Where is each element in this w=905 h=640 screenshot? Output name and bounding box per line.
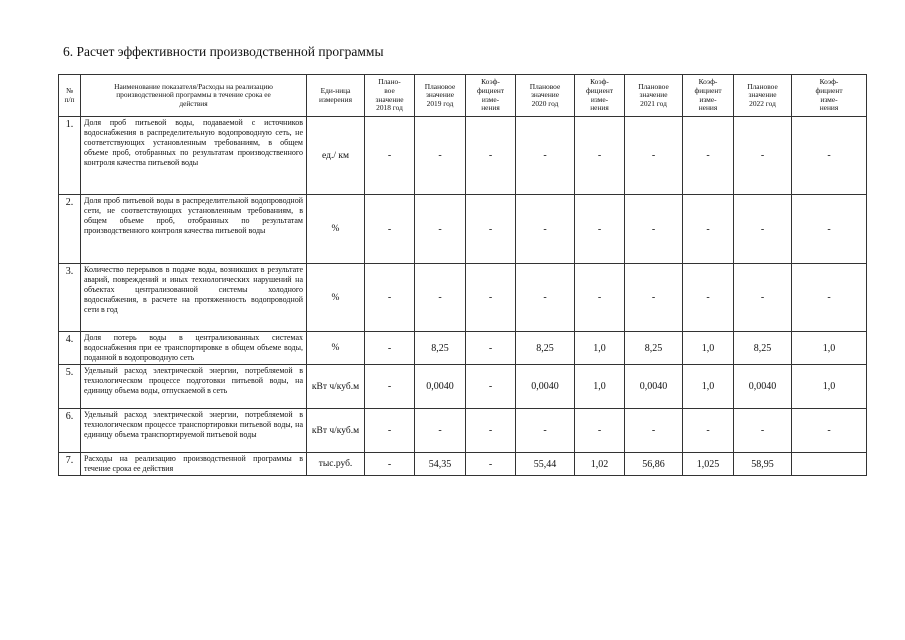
value-cell: - — [683, 195, 734, 264]
value-cell: - — [466, 409, 516, 453]
column-header — [683, 75, 734, 117]
header-row — [59, 75, 867, 117]
value-cell: - — [365, 332, 415, 365]
unit-of-measure: ед./ км — [307, 117, 365, 195]
header-line: фициент — [815, 85, 843, 95]
unit-of-measure: % — [307, 264, 365, 332]
column-header — [516, 75, 575, 117]
section-title: 6. Расчет эффективности производственной программы — [63, 44, 384, 59]
value-cell: - — [575, 409, 625, 453]
header-line: № — [65, 85, 74, 95]
value-cell — [792, 453, 867, 476]
value-cell: - — [516, 195, 575, 264]
column-header — [81, 75, 307, 117]
table-row — [59, 195, 867, 264]
column-header — [734, 75, 792, 117]
value-cell: 54,35 — [415, 453, 466, 476]
table-row — [59, 453, 867, 476]
value-cell: 1,0 — [683, 332, 734, 365]
value-cell: - — [365, 365, 415, 409]
header-line: фициент — [694, 85, 722, 95]
value-cell: 1,0 — [575, 332, 625, 365]
unit-of-measure: % — [307, 332, 365, 365]
value-cell: - — [792, 264, 867, 332]
efficiency-table — [58, 74, 867, 476]
table-row — [59, 264, 867, 332]
row-number: 3. — [59, 264, 81, 332]
header-line: 2021 год — [640, 98, 667, 108]
column-header — [59, 75, 81, 117]
value-cell: 56,86 — [625, 453, 683, 476]
header-line: измерения — [318, 94, 352, 104]
header-line: Коэф- — [819, 77, 839, 87]
value-cell: - — [466, 195, 516, 264]
header-line: 2019 год — [426, 98, 454, 108]
value-cell: 8,25 — [516, 332, 575, 365]
unit-of-measure: % — [307, 195, 365, 264]
table-row — [59, 365, 867, 409]
value-cell: 1,0 — [575, 365, 625, 409]
value-cell: - — [365, 264, 415, 332]
value-cell: 1,025 — [683, 453, 734, 476]
value-cell: 1,0 — [683, 365, 734, 409]
header-line: изме- — [699, 94, 717, 104]
header-line: Коэф- — [698, 77, 718, 87]
header-line: производственной программы в течение срока ее — [116, 90, 271, 100]
value-cell: - — [466, 332, 516, 365]
header-line: изме- — [590, 94, 609, 104]
value-cell: - — [365, 195, 415, 264]
value-cell: - — [575, 195, 625, 264]
header-line: Еди-ница — [320, 85, 351, 95]
value-cell: 55,44 — [516, 453, 575, 476]
header-line: значение — [530, 90, 560, 100]
value-cell: 8,25 — [625, 332, 683, 365]
value-cell: - — [625, 195, 683, 264]
header-line: нения — [590, 103, 609, 113]
indicator-name: Доля проб питьевой воды в распределительной водопроводной сети, не соответствующих установленным требованиям, в общем объеме проб, отобранных по результатам производственного контроля качества питьевой воды — [81, 195, 307, 264]
indicator-name: Расходы на реализацию производственной программы в течение срока ее действия — [81, 453, 307, 476]
row-number: 2. — [59, 195, 81, 264]
value-cell: - — [625, 409, 683, 453]
row-number: 1. — [59, 117, 81, 195]
unit-of-measure: тыс.руб. — [307, 453, 365, 476]
value-cell: - — [734, 195, 792, 264]
value-cell: 0,0040 — [625, 365, 683, 409]
value-cell: - — [792, 195, 867, 264]
value-cell: - — [734, 264, 792, 332]
header-line: Наименование показателя/Расходы на реализацию — [114, 81, 273, 91]
header-line: 2022 год — [749, 98, 776, 108]
header-line: вое — [384, 85, 395, 95]
column-header — [625, 75, 683, 117]
header-line: значение — [639, 90, 668, 100]
header-line: нения — [481, 103, 500, 113]
value-cell: 1,0 — [792, 365, 867, 409]
header-line: фициент — [585, 85, 614, 95]
value-cell: - — [516, 409, 575, 453]
header-line: Плановое — [747, 81, 778, 91]
value-cell: - — [792, 409, 867, 453]
column-header — [792, 75, 867, 117]
value-cell: - — [415, 264, 466, 332]
row-number: 7. — [59, 453, 81, 476]
value-cell: - — [683, 264, 734, 332]
value-cell: - — [466, 365, 516, 409]
header-line: фициент — [476, 85, 505, 95]
value-cell: - — [365, 117, 415, 195]
column-header — [415, 75, 466, 117]
value-cell: - — [734, 409, 792, 453]
value-cell: - — [415, 195, 466, 264]
value-cell: - — [792, 117, 867, 195]
column-header — [365, 75, 415, 117]
value-cell: - — [683, 409, 734, 453]
row-number: 4. — [59, 332, 81, 365]
indicator-name: Доля проб питьевой воды, подаваемой с источников водоснабжения в распределительную водопроводную сеть, не соответствующих установленным требованиям, в общем объеме проб, отобранных по результатам производственного контроля качества питьевой воды — [81, 117, 307, 195]
table-row — [59, 409, 867, 453]
value-cell: 1,02 — [575, 453, 625, 476]
header-line: действия — [179, 98, 208, 108]
value-cell: - — [415, 409, 466, 453]
value-cell: - — [365, 409, 415, 453]
value-cell: - — [466, 264, 516, 332]
indicator-name: Удельный расход электрической энергии, потребляемой в технологическом процессе подготовки питьевой воды, на единицу объема воды, отпускаемой в сеть — [81, 365, 307, 409]
unit-of-measure: кВт ч/куб.м — [307, 365, 365, 409]
column-header — [575, 75, 625, 117]
header-line: 2020 год — [531, 98, 559, 108]
value-cell: - — [415, 117, 466, 195]
column-header — [466, 75, 516, 117]
indicator-name: Удельный расход электрической энергии, потребляемой в технологическом процессе транспортировки питьевой воды, на единицу объема транспортируемой питьевой воды — [81, 409, 307, 453]
value-cell: 58,95 — [734, 453, 792, 476]
header-line: изме- — [820, 94, 838, 104]
row-number: 5. — [59, 365, 81, 409]
header-line: Плановое — [424, 81, 456, 91]
value-cell: - — [625, 117, 683, 195]
value-cell: 0,0040 — [516, 365, 575, 409]
table-body — [59, 117, 867, 476]
header-line: нения — [698, 103, 718, 113]
value-cell: - — [365, 453, 415, 476]
value-cell: - — [516, 117, 575, 195]
unit-of-measure: кВт ч/куб.м — [307, 409, 365, 453]
header-line: нения — [819, 103, 839, 113]
value-cell: 8,25 — [734, 332, 792, 365]
header-line: значение — [375, 94, 404, 104]
value-cell: - — [466, 453, 516, 476]
value-cell: 0,0040 — [734, 365, 792, 409]
value-cell: - — [516, 264, 575, 332]
value-cell: - — [575, 264, 625, 332]
column-header — [307, 75, 365, 117]
indicator-name: Доля потерь воды в централизованных системах водоснабжения при ее транспортировке в общем объеме воды, поданной в водопроводную сеть — [81, 332, 307, 365]
header-line: изме- — [481, 94, 500, 104]
value-cell: - — [734, 117, 792, 195]
header-line: Коэф- — [590, 77, 609, 87]
header-line: п/п — [64, 94, 75, 104]
value-cell: - — [466, 117, 516, 195]
header-line: значение — [425, 90, 455, 100]
indicator-name: Количество перерывов в подаче воды, возникших в результате аварий, повреждений и иных технологических нарушений на объектах централизованной системы холодного водоснабжения, в расчете на протяженность водопроводной сети в год — [81, 264, 307, 332]
table-row — [59, 332, 867, 365]
header-line: значение — [748, 90, 777, 100]
header-line: Плановое — [529, 81, 561, 91]
value-cell: - — [575, 117, 625, 195]
value-cell: 1,0 — [792, 332, 867, 365]
value-cell: - — [625, 264, 683, 332]
value-cell: 0,0040 — [415, 365, 466, 409]
header-line: Плановое — [638, 81, 669, 91]
header-line: 2018 год — [376, 103, 403, 113]
row-number: 6. — [59, 409, 81, 453]
table-row — [59, 117, 867, 195]
value-cell: 8,25 — [415, 332, 466, 365]
header-line: Коэф- — [481, 77, 500, 87]
header-line: Плано- — [378, 77, 401, 87]
value-cell: - — [683, 117, 734, 195]
